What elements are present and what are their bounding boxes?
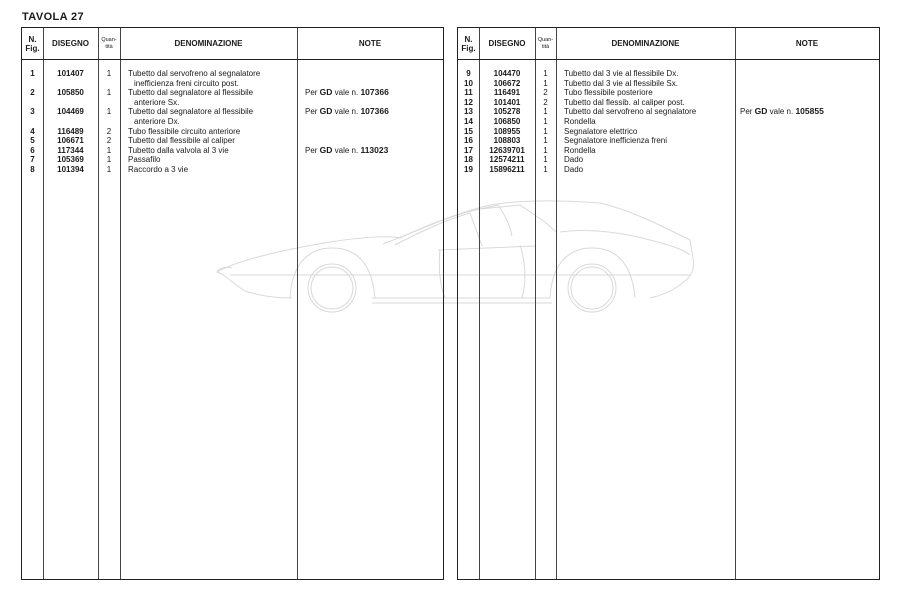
- description-line: Dado: [564, 164, 584, 174]
- description-line: Tubetto dal 3 vie al flessibile Dx.: [564, 69, 679, 78]
- quantity: 1: [543, 116, 548, 126]
- description-line: Rondella: [564, 145, 596, 155]
- description: [564, 88, 653, 98]
- description-line: Tubetto dal servofreno al segnalatore: [128, 69, 261, 78]
- fig-number: 3: [30, 107, 35, 117]
- description-continuation: anteriore Sx.: [134, 97, 180, 107]
- fig-number: 13: [464, 107, 473, 117]
- header-denominazione: DENOMINAZIONE: [174, 39, 243, 48]
- header-fig-line2: Fig.: [25, 43, 40, 53]
- fig-number: 1: [30, 69, 35, 78]
- table-row: [458, 79, 879, 89]
- description-line: Dado: [564, 155, 584, 165]
- description-continuation: inefficienza freni circuito post.: [134, 78, 239, 88]
- quantity: 1: [106, 155, 112, 165]
- description: [564, 117, 596, 127]
- fig-number: 4: [30, 126, 35, 136]
- note-pre: Per: [740, 107, 755, 117]
- part-number: 12574211: [489, 155, 525, 165]
- page-title: TAVOLA 27: [22, 11, 85, 23]
- table-row: [22, 88, 443, 107]
- rows-left: [22, 69, 443, 175]
- quantity: 1: [543, 164, 548, 174]
- part-number: 105369: [57, 155, 84, 165]
- part-number: 116491: [493, 88, 521, 98]
- rows-right: [458, 69, 879, 175]
- description: [564, 155, 583, 165]
- note-mid: vale n.: [332, 107, 361, 117]
- table-row: [458, 127, 879, 137]
- quantity: 1: [543, 69, 548, 78]
- parts-table-right: [457, 27, 880, 580]
- header-divider: [458, 59, 879, 60]
- part-number: 106672: [493, 78, 521, 88]
- part-number: 101407: [57, 69, 84, 78]
- description-line: Tubo flessibile posteriore: [564, 88, 653, 98]
- header-fig-line1: N.: [464, 34, 473, 44]
- note: [740, 107, 824, 117]
- note-mid: vale n.: [332, 145, 361, 155]
- description: [564, 146, 596, 156]
- table-row: [458, 146, 879, 156]
- quantity: 1: [543, 145, 548, 155]
- note-bold: GD: [319, 87, 333, 98]
- fig-number: 2: [30, 88, 35, 98]
- table-row: [458, 88, 879, 98]
- fig-number: 17: [464, 145, 473, 155]
- quantity: 1: [543, 78, 548, 88]
- description-line: Tubo flessibile circuito anteriore: [128, 126, 241, 136]
- header-quantita-line1: Quan-: [537, 36, 554, 43]
- description-line: Tubetto dalla valvola al 3 vie: [128, 145, 229, 155]
- quantity: 1: [543, 136, 548, 146]
- quantity: 1: [106, 88, 112, 98]
- part-number: 106850: [493, 116, 521, 126]
- table-row: [458, 136, 879, 146]
- fig-number: 6: [30, 145, 35, 155]
- fig-number: 8: [30, 164, 35, 174]
- note-pre: Per: [305, 145, 320, 155]
- description: [564, 136, 667, 146]
- description: [564, 165, 583, 175]
- quantity: 2: [106, 126, 112, 136]
- fig-number: 14: [464, 116, 473, 126]
- header-quantita-line2: tità: [105, 43, 113, 50]
- description: [128, 155, 160, 165]
- quantity: 1: [106, 69, 112, 78]
- description-line: Segnalatore inefficienza freni: [564, 136, 668, 146]
- quantity: 1: [106, 145, 112, 155]
- note: [305, 107, 389, 117]
- description-line: Segnalatore elettrico: [564, 126, 638, 136]
- table-row: [458, 69, 879, 79]
- quantity: 2: [106, 136, 112, 146]
- quantity: 1: [106, 164, 112, 174]
- fig-number: 12: [464, 97, 473, 107]
- description: [128, 107, 253, 126]
- description-line: Tubetto dal segnalatore al flessibile: [128, 88, 254, 98]
- header-fig-line1: N.: [28, 34, 37, 44]
- note-pre: Per: [305, 88, 320, 98]
- quantity: 2: [543, 88, 548, 98]
- part-number: 108955: [493, 126, 521, 136]
- description-line: Rondella: [564, 116, 596, 126]
- fig-number: 10: [464, 78, 473, 88]
- description-continuation: anteriore Dx.: [134, 116, 180, 126]
- note-bold: GD: [319, 144, 333, 155]
- header-note: NOTE: [358, 39, 382, 48]
- part-number: 105278: [493, 107, 521, 117]
- quantity: 1: [106, 107, 112, 117]
- header-fig: [458, 28, 479, 59]
- quantity: 2: [543, 97, 548, 107]
- description: [128, 88, 253, 107]
- part-number: 108803: [493, 136, 521, 146]
- part-number: 116489: [57, 126, 84, 136]
- header-note: NOTE: [795, 39, 819, 48]
- part-number: 15896211: [489, 164, 525, 174]
- part-number: 101401: [493, 97, 521, 107]
- table-row: [22, 107, 443, 126]
- header-quantita: [535, 28, 556, 59]
- note-num: 107366: [360, 87, 389, 98]
- part-number: 104470: [493, 69, 521, 78]
- table-row: [22, 155, 443, 165]
- description-line: Passafilo: [128, 155, 161, 165]
- table-row: [458, 107, 879, 117]
- fig-number: 18: [464, 155, 473, 165]
- note-num: 105855: [795, 106, 824, 117]
- note-pre: Per: [305, 107, 320, 117]
- fig-number: 9: [466, 69, 471, 78]
- header-fig-line2: Fig.: [461, 43, 476, 53]
- note-num: 107366: [360, 106, 389, 117]
- part-number: 104469: [57, 107, 84, 117]
- note-num: 113023: [360, 144, 389, 155]
- part-number: 12639701: [489, 145, 525, 155]
- description: [564, 79, 678, 89]
- header-disegno: DISEGNO: [52, 39, 89, 48]
- table-row: [22, 69, 443, 88]
- header-divider: [22, 59, 443, 60]
- table-row: [458, 155, 879, 165]
- fig-number: 15: [464, 126, 473, 136]
- quantity: 1: [543, 126, 548, 136]
- fig-number: 16: [464, 136, 473, 146]
- description-line: Tubetto dal flessibile al caliper: [128, 136, 235, 146]
- note-bold: GD: [754, 106, 768, 117]
- description: [128, 127, 240, 137]
- table-row: [458, 117, 879, 127]
- quantity: 1: [543, 155, 548, 165]
- description: [128, 146, 229, 156]
- fig-number: 5: [30, 136, 35, 146]
- note-mid: vale n.: [767, 107, 796, 117]
- header-disegno: DISEGNO: [488, 39, 526, 48]
- description: [564, 127, 637, 137]
- fig-number: 7: [30, 155, 35, 165]
- note-mid: vale n.: [332, 88, 361, 98]
- header-quantita: [98, 28, 120, 59]
- header-quantita-line2: tità: [541, 43, 550, 50]
- fig-number: 11: [464, 88, 473, 98]
- description: [564, 69, 678, 79]
- description: [128, 136, 235, 146]
- parts-table-left: [21, 27, 444, 580]
- table-row: [458, 165, 879, 175]
- table-row: [22, 146, 443, 156]
- description-line: Tubetto dal flessib. al caliper post.: [564, 97, 685, 107]
- description-line: Tubetto dal 3 vie al flessibile Sx.: [564, 78, 678, 88]
- description: [564, 98, 685, 108]
- header-denominazione: DENOMINAZIONE: [611, 39, 680, 48]
- description-line: Raccordo a 3 vie: [128, 164, 189, 174]
- description-line: Tubetto dal servofreno al segnalatore: [564, 107, 697, 117]
- part-number: 106671: [57, 136, 84, 146]
- description: [128, 69, 260, 88]
- description-line: Tubetto dal segnalatore al flessibile: [128, 107, 254, 117]
- quantity: 1: [543, 107, 548, 117]
- note-bold: GD: [319, 106, 333, 117]
- description: [128, 165, 188, 175]
- part-number: 105850: [57, 88, 84, 98]
- header-fig: [22, 28, 43, 59]
- part-number: 117344: [57, 145, 84, 155]
- header-quantita-line1: Quan-: [101, 36, 117, 43]
- note: [305, 88, 389, 98]
- note: [305, 146, 388, 156]
- table-row: [22, 127, 443, 137]
- part-number: 101394: [57, 164, 84, 174]
- description: [564, 107, 696, 117]
- fig-number: 19: [464, 164, 473, 174]
- table-row: [22, 165, 443, 175]
